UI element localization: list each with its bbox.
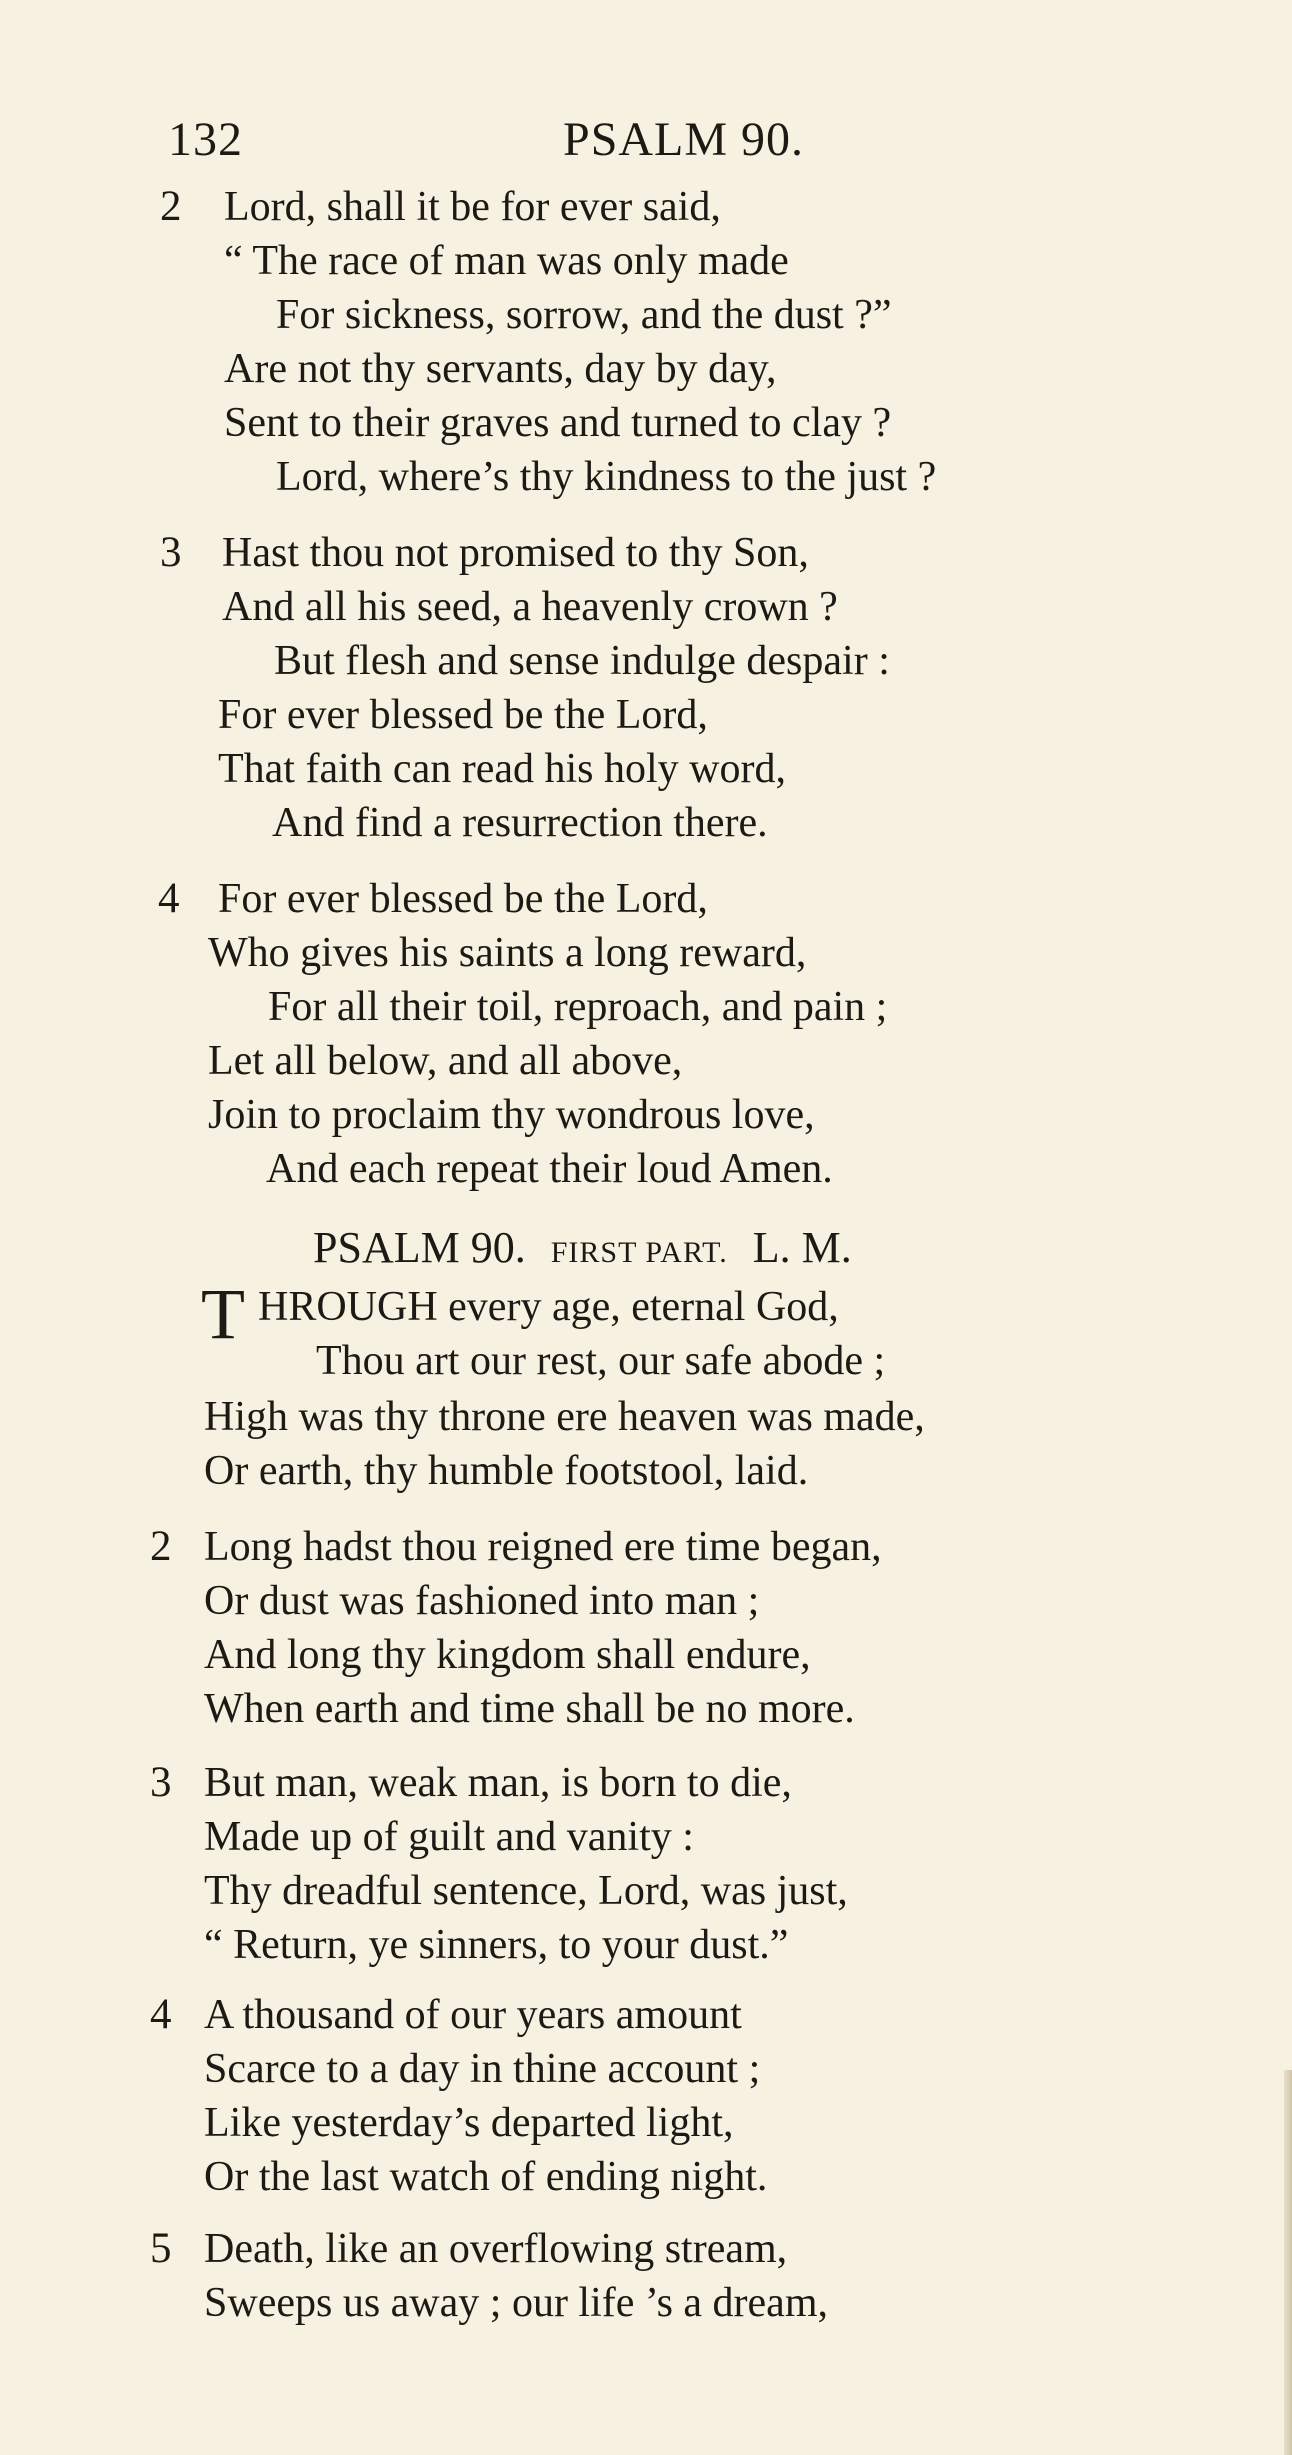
verse-line: But man, weak man, is born to die, — [204, 1760, 792, 1806]
verse-line: Long hadst thou reigned ere time began, — [204, 1524, 882, 1570]
verse-line: Are not thy servants, day by day, — [224, 346, 777, 392]
verse-line: A thousand of our years amount — [204, 1992, 742, 2038]
stanza-number: 3 — [160, 529, 182, 576]
verse-line: And long thy kingdom shall endure, — [204, 1632, 811, 1678]
verse-line: Sent to their graves and turned to clay ? — [224, 400, 892, 446]
running-header — [168, 112, 1228, 172]
verse-line: “ The race of man was only made — [224, 238, 789, 284]
verse-line: HROUGH every age, eternal God, — [258, 1284, 839, 1330]
verse-line: Or earth, thy humble footstool, laid. — [204, 1448, 809, 1494]
psalm-meter: L. M. — [752, 1223, 852, 1272]
page-edge-shadow — [1284, 2070, 1292, 2455]
verse-line: Let all below, and all above, — [208, 1038, 683, 1084]
verse-line: Who gives his saints a long reward, — [208, 930, 807, 976]
running-title: PSALM 90. — [563, 113, 805, 166]
verse-line: “ Return, ye sinners, to your dust.” — [204, 1922, 789, 1968]
verse-line: Like yesterday’s departed light, — [204, 2100, 734, 2146]
drop-cap: T — [201, 1274, 245, 1354]
verse-line: And find a resurrection there. — [272, 800, 768, 846]
verse-line: Or dust was fashioned into man ; — [204, 1578, 760, 1624]
verse-line: But flesh and sense indulge despair : — [274, 638, 890, 684]
verse-line: Thou art our rest, our safe abode ; — [316, 1338, 886, 1384]
verse-line: When earth and time shall be no more. — [204, 1686, 855, 1732]
verse-line: Scarce to a day in thine account ; — [204, 2046, 761, 2092]
psalm-heading — [313, 1222, 852, 1273]
verse-line: Or the last watch of ending night. — [204, 2154, 768, 2200]
stanza-number: 4 — [150, 1991, 172, 2038]
verse-line: Join to proclaim thy wondrous love, — [208, 1092, 815, 1138]
stanza-number: 3 — [150, 1759, 172, 1806]
verse-line: And each repeat their loud Amen. — [266, 1146, 833, 1192]
verse-line: And all his seed, a heavenly crown ? — [222, 584, 838, 630]
verse-line: For ever blessed be the Lord, — [218, 876, 708, 922]
verse-line: Made up of guilt and vanity : — [204, 1814, 694, 1860]
verse-line: Lord, where’s thy kindness to the just ? — [276, 454, 937, 500]
stanza-number: 2 — [150, 1523, 172, 1570]
verse-line: That faith can read his holy word, — [218, 746, 786, 792]
verse-line: Thy dreadful sentence, Lord, was just, — [204, 1868, 848, 1914]
verse-line: High was thy throne ere heaven was made, — [204, 1394, 925, 1440]
verse-line: Death, like an overflowing stream, — [204, 2226, 788, 2272]
verse-line: Sweeps us away ; our life ’s a dream, — [204, 2280, 828, 2326]
psalm-title: PSALM 90. — [313, 1223, 526, 1272]
verse-line: For ever blessed be the Lord, — [218, 692, 708, 738]
verse-line: Lord, shall it be for ever said, — [224, 184, 721, 230]
stanza-number: 4 — [158, 875, 180, 922]
verse-line: Hast thou not promised to thy Son, — [222, 530, 809, 576]
stanza-number: 5 — [150, 2225, 172, 2272]
page-number: 132 — [168, 113, 243, 166]
psalm-part: FIRST PART. — [550, 1236, 728, 1269]
verse-line: For sickness, sorrow, and the dust ?” — [276, 292, 892, 338]
stanza-number: 2 — [160, 183, 182, 230]
verse-line: For all their toil, reproach, and pain ; — [268, 984, 888, 1030]
